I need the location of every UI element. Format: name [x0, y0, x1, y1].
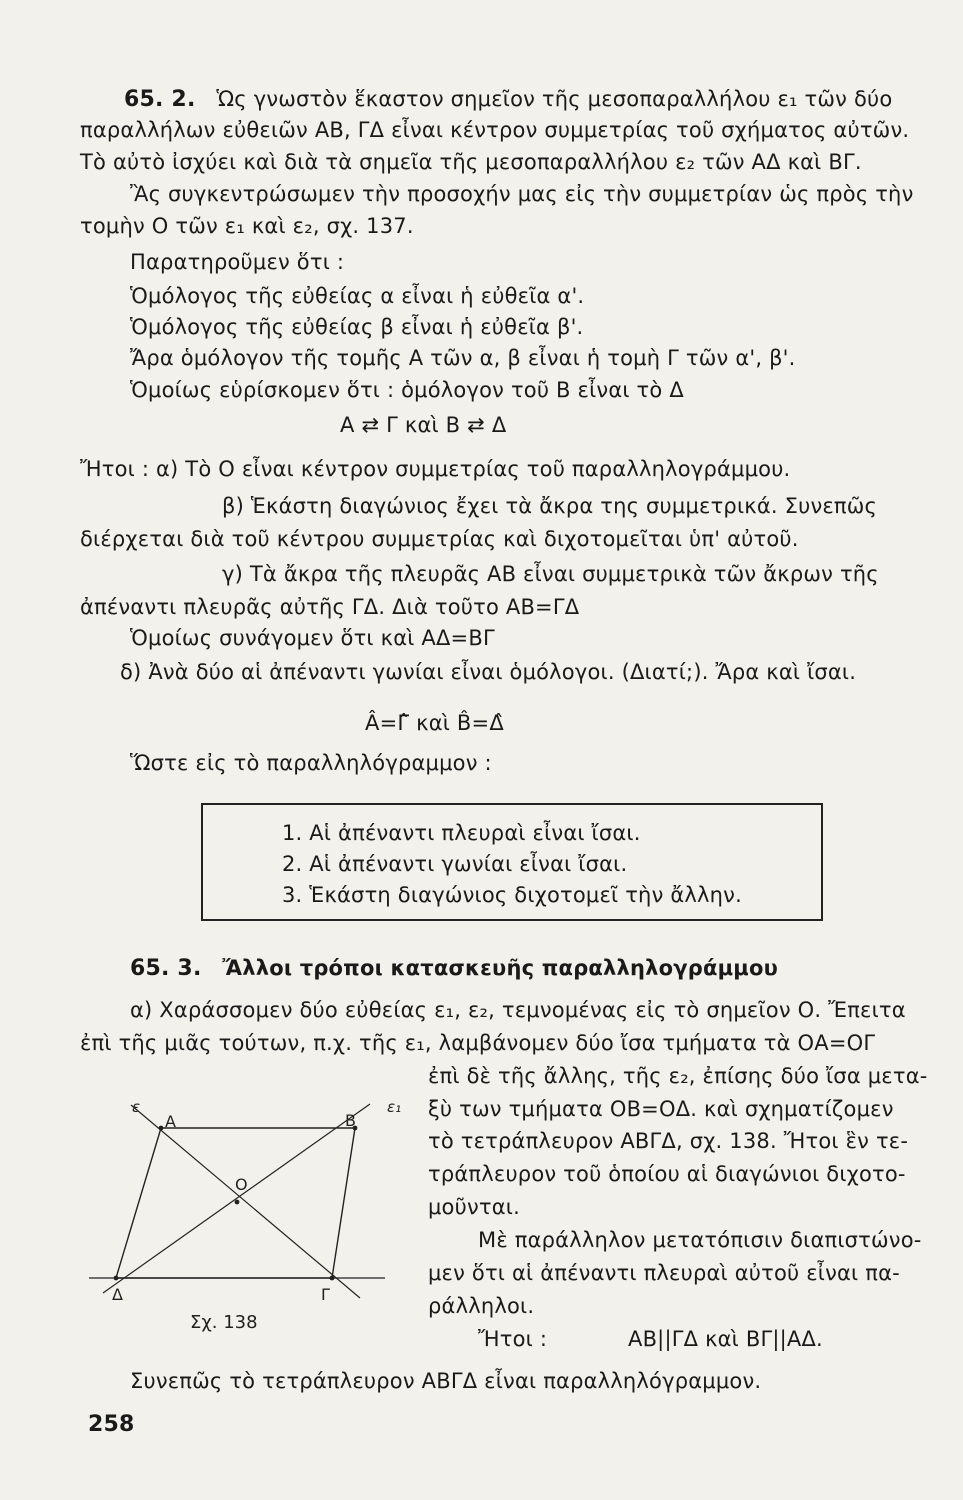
point-A: [159, 1126, 164, 1131]
side-BG: [332, 1128, 355, 1278]
text-line: γ) Τὰ ἄκρα τῆς πλευρᾶς ΑΒ εἶναι συμμετρικὰ τῶν ἄκρων τῆς: [222, 562, 879, 586]
label-D: Δ: [112, 1285, 123, 1304]
text-line: Παρατηροῦμεν ὅτι :: [130, 250, 345, 274]
text-line: ξὺ των τμήματα ΟΒ=ΟΔ. καὶ σχηματίζομεν: [428, 1097, 894, 1121]
label-O: O: [235, 1175, 248, 1194]
conclusion-line: Συνεπῶς τὸ τετράπλευρον ΑΒΓΔ εἶναι παραλληλόγραμμον.: [130, 1369, 762, 1393]
figure-138: [85, 1090, 425, 1360]
text-line: Ἄρα ὁμόλογον τῆς τομῆς Α τῶν α, β εἶναι ἡ τομὴ Γ τῶν α', β'.: [130, 346, 796, 370]
summary-item: 2. Αἱ ἀπέναντι γωνίαι εἶναι ἴσαι.: [282, 852, 628, 876]
section-number: 65. 3.: [130, 956, 202, 981]
text-line: β) Ἑκάστη διαγώνιος ἔχει τὰ ἄκρα της συμμετρικά. Συνεπῶς: [222, 494, 878, 518]
label-G: Γ: [321, 1285, 330, 1304]
section-number: 65. 2.: [124, 87, 196, 112]
text-line: Ὁμόλογος τῆς εὐθείας α εἶναι ἡ εὐθεῖα α'.: [130, 284, 585, 308]
label-e: ε: [132, 1098, 141, 1116]
text-line: παραλλήλων εὐθειῶν ΑΒ, ΓΔ εἶναι κέντρον συμμετρίας τοῦ σχήματος αὐτῶν.: [80, 118, 910, 142]
section-heading: [130, 955, 778, 982]
text-line: Ἤτοι : α) Τὸ Ο εἶναι κέντρον συμμετρίας τοῦ παραλληλογράμμου.: [80, 457, 791, 481]
text-line: μοῦνται.: [428, 1195, 520, 1219]
text-line: τομὴν Ο τῶν ε₁ καὶ ε₂, σχ. 137.: [80, 214, 414, 238]
point-G: [330, 1276, 335, 1281]
summary-item: 3. Ἑκάστη διαγώνιος διχοτομεῖ τὴν ἄλλην.: [282, 883, 742, 907]
page-number: 258: [88, 1412, 135, 1437]
text-line: ράλληλοι.: [428, 1294, 535, 1318]
text-line: Μὲ παράλληλον μετατόπισιν διαπιστώνο-: [478, 1228, 922, 1252]
section-title: Ἄλλοι τρόποι κατασκευῆς παραλληλογράμμου: [222, 956, 778, 980]
text-line: Ἂς συγκεντρώσωμεν τὴν προσοχήν μας εἰς τὴν συμμετρίαν ὡς πρὸς τὴν: [130, 182, 914, 206]
label-e1: ε₁: [387, 1098, 402, 1116]
text-line: μεν ὅτι αἱ ἀπέναντι πλευραὶ αὐτοῦ εἶναι πα-: [428, 1261, 900, 1285]
symmetry-mapping: Α ⇄ Γ καὶ Β ⇄ Δ: [340, 413, 507, 437]
text-line: ἐπὶ τῆς μιᾶς τούτων, π.χ. τῆς ε₁, λαμβάνομεν δύο ἴσα τμήματα τὰ ΟΑ=ΟΓ: [80, 1031, 876, 1055]
text-line: Τὸ αὐτὸ ἰσχύει καὶ διὰ τὰ σημεῖα τῆς μεσοπαραλλήλου ε₂ τῶν ΑΔ καὶ ΒΓ.: [80, 150, 862, 174]
text-line: Ὁμοίως συνάγομεν ὅτι καὶ ΑΔ=ΒΓ: [130, 626, 495, 650]
side-AD: [116, 1128, 161, 1278]
label-A: A: [165, 1112, 176, 1131]
text-line: τράπλευρον τοῦ ὁποίου αἱ διαγώνιοι διχοτο-: [428, 1162, 906, 1186]
point-O: [235, 1200, 240, 1205]
summary-item: 1. Αἱ ἀπέναντι πλευραὶ εἶναι ἴσαι.: [282, 821, 641, 845]
label-B: B: [345, 1111, 356, 1130]
text-line: δ) Ἀνὰ δύο αἱ ἀπέναντι γωνίαι εἶναι ὁμόλογοι. (Διατί;). Ἄρα καὶ ἴσαι.: [120, 660, 857, 684]
text-line: ἐπὶ δὲ τῆς ἄλλης, τῆς ε₂, ἐπίσης δύο ἴσα μετα-: [428, 1064, 928, 1088]
text-line: Ὥστε εἰς τὸ παραλληλόγραμμον :: [130, 751, 492, 775]
text-line: Ὁμόλογος τῆς εὐθείας β εἶναι ἡ εὐθεῖα β'.: [130, 315, 584, 339]
line-e2: [103, 1104, 370, 1293]
angle-equality: Â=Γ̂ καὶ B̂=Δ̂: [365, 711, 504, 735]
line-e1: [131, 1105, 360, 1298]
text-line: ἀπέναντι πλευρᾶς αὐτῆς ΓΔ. Διὰ τοῦτο ΑΒ=ΓΔ: [80, 595, 580, 619]
parallel-statement: ΑΒ||ΓΔ καὶ ΒΓ||ΑΔ.: [628, 1327, 823, 1351]
text-line: Ἤτοι :: [478, 1327, 548, 1351]
figure-caption: Σχ. 138: [190, 1312, 258, 1333]
point-D: [114, 1276, 119, 1281]
text-line: α) Χαράσσομεν δύο εὐθείας ε₁, ε₂, τεμνομένας εἰς τὸ σημεῖον Ο. Ἔπειτα: [130, 998, 906, 1022]
text-line: διέρχεται διὰ τοῦ κέντρου συμμετρίας καὶ διχοτομεῖται ὑπ' αὐτοῦ.: [80, 527, 799, 551]
text-line: τὸ τετράπλευρον ΑΒΓΔ, σχ. 138. Ἤτοι ἓν τε-: [428, 1129, 909, 1153]
text-line: Ὁμοίως εὑρίσκομεν ὅτι : ὁμόλογον τοῦ Β εἶναι τὸ Δ: [130, 378, 684, 402]
section-line: 65. 2. Ὡς γνωστὸν ἕκαστον σημεῖον τῆς μεσοπαραλλήλου ε₁ τῶν δύο: [124, 87, 893, 112]
